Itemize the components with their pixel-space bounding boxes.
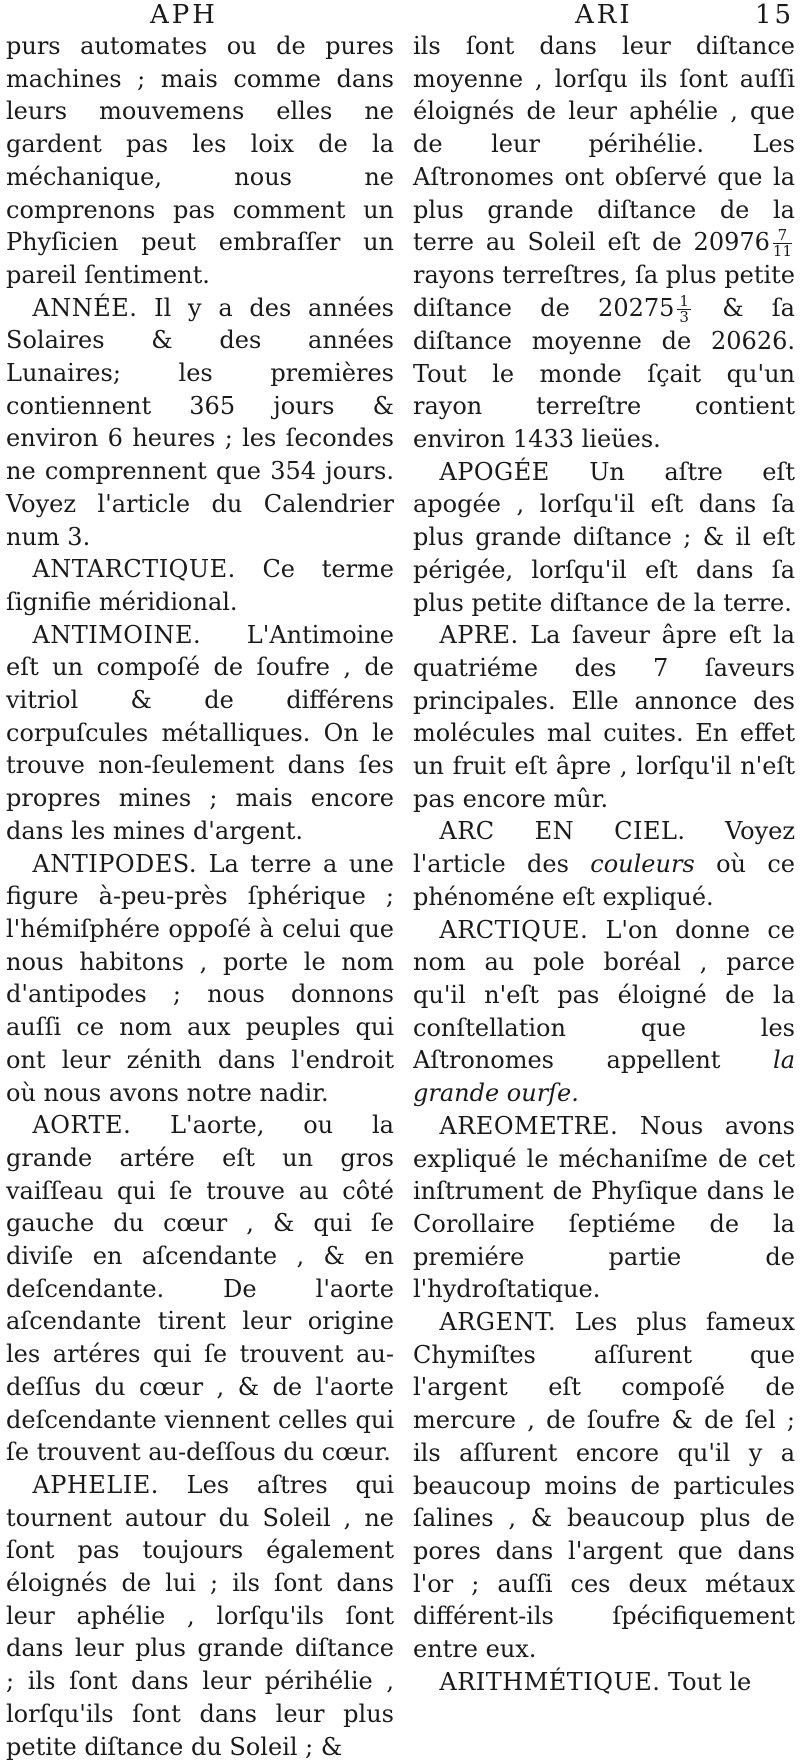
entry-text: & ſa diſtance moyenne de 20626. Tout le monde ſçait qu'un rayon terreſtre contient environ 1433 lieües. [413,293,795,454]
page-number: 15 [755,0,795,30]
entry-term: APHELIE. [32,1470,159,1499]
fraction [773,228,792,259]
entry-italic: la grande ourſe. [413,1046,795,1108]
fraction-denominator: 11 [772,242,792,261]
right-column [413,30,795,1698]
entry-aphelie-continuation [413,30,795,456]
header-left-title: APH [150,0,218,30]
fraction-numerator: 7 [773,228,792,244]
entry-text: La terre a une figure à-peu-près ſphérique ; l'hémiſphére oppoſé à celui que nous habitons , porte le nom d'antipodes ; nous donnons auſſi ce nom aux peuples qui ont leur zénith dans l'endroit où nous avons notre nadir. [6,849,394,1107]
entry-term: ANTIPODES. [32,849,198,878]
header-right-title: ARI [575,0,633,30]
fraction-numerator: 1 [679,291,689,310]
entry-term: ARC EN CIEL. [439,817,686,846]
entry-text: Les aſtres qui tournent autour du Soleil , ne ſont pas toujours également éloignés de lui ; ils ſont dans leur aphélie , lorſqu'ils ſont dans leur plus grande diſtance ; ils ſont dans leur périhélie , lorſqu'ils ſont dans leur plus petite diſtance du Soleil ; & [6,1470,394,1761]
entry-text: Ce terme ſignifie méridional. [6,555,394,616]
entry-term: ANTARCTIQUE. [32,555,236,584]
entry-areometre [413,1110,795,1306]
entry-italic: couleurs [590,850,695,879]
entry-text: où ce phénoméne eſt expliqué. [413,850,795,911]
entry-term: APRE. [439,621,519,650]
entry-term: ARITHMÉTIQUE. [439,1667,661,1696]
entry-antimoine [6,619,394,848]
entry-argent [413,1306,795,1666]
entry-arithmetique [413,1666,795,1699]
left-column [6,30,394,1763]
running-header-left [150,0,350,34]
entry-text: Un aſtre eſt apogée , lorſqu'il eſt dans ſa plus grande diſtance ; & il eſt périgée, lorſqu'il eſt dans ſa plus petite diſtance de la terre. [413,457,795,617]
entry-term: ANTIMOINE. [32,620,202,649]
fraction-denominator: 3 [679,307,689,326]
entry-apre [413,619,795,815]
running-header-right [425,0,795,34]
entry-text: Voyez l'article des [413,817,795,879]
entry-term: ANNÉE. [32,293,138,322]
entry-term: APOGÉE [439,457,550,486]
fraction [677,291,691,326]
entry-text: Les plus fameux Chymiſtes aſſurent que l'argent eſt compoſé de mercure , de ſoufre & de ſel ; ils aſſurent encore qu'il y a beaucoup moins de particules ſalines , & beaucoup plus de pores dans l'argent que dans l'or ; auſſi ces deux métaux différent-ils ſpécifiquement entre eux. [413,1308,795,1664]
entry-term: AORTE. [32,1111,132,1140]
entry-arctique [413,914,795,1110]
entry-annee [6,292,394,554]
entry-term: ARCTIQUE. [439,915,589,944]
entry-text: L'on donne ce nom au pole boréal , parce qu'il n'eſt pas éloigné de la conſtellation que les Aſtronomes appellent [413,915,795,1075]
entry-text: Il y a des années Solaires & des années Lunaires; les premières contiennent 365 jours & environ 6 heures ; les ſecondes ne comprennent que 354 jours. Voyez l'article du Calendrier num 3. [6,293,394,551]
entry-text: L'aorte, ou la grande artére eſt un gros vaiſſeau qui ſe trouve au côté gauche du cœur , & qui ſe diviſe en aſcendante , & en deſcendante. De l'aorte aſcendante tirent leur origine les artéres qui ſe trouvent au-deſſus du cœur , & de l'aorte deſcendante viennent celles qui ſe trouvent au-deſſous du cœur. [6,1111,394,1467]
entry-aphelie [6,1469,394,1763]
entry-text: ils ſont dans leur diſtance moyenne , lorſqu ils ſont auſſi éloignés de leur aphélie , que de leur périhélie. Les Aſtronomes ont obſervé que la plus grande diſtance de la terre au Soleil eſt de 20976 [413,32,795,257]
entry-text: La ſaveur âpre eſt la quatriéme des 7 ſaveurs principales. Elle annonce des molécules mal cuites. En effet un fruit eſt âpre , lorſqu'il n'eſt pas encore mûr. [413,621,795,813]
entry-arc-en-ciel [413,815,795,913]
entry-text: Tout le [660,1667,752,1696]
entry-term: AREOMETRE. [439,1111,619,1140]
entry-antipodes [6,848,394,1110]
entry-text: rayons terreſtres, ſa plus petite diſtance de 20275 [413,261,795,322]
entry-text: L'Antimoine eſt un compoſé de ſoufre , de vitriol & de différens corpuſcules métalliques. On le trouve non-ſeulement dans ſes propres mines ; mais encore dans les mines d'argent. [6,620,394,845]
entry-aorte [6,1109,394,1469]
entry-continuation: purs automates ou de pures machines ; mais comme dans leurs mouvemens elles ne gardent pas les loix de la méchanique, nous ne comprenons pas comment un Phyſicien peut embraſſer un pareil ſentiment. [6,32,394,289]
entry-term: ARGENT. [439,1308,557,1337]
entry-antarctique [6,553,394,618]
entry-apogee [413,456,795,620]
entry-text: Nous avons expliqué le méchaniſme de cet inſtrument de Phyſique dans le Corollaire ſeptiéme de la premiére partie de l'hydroſtatique. [413,1111,795,1304]
